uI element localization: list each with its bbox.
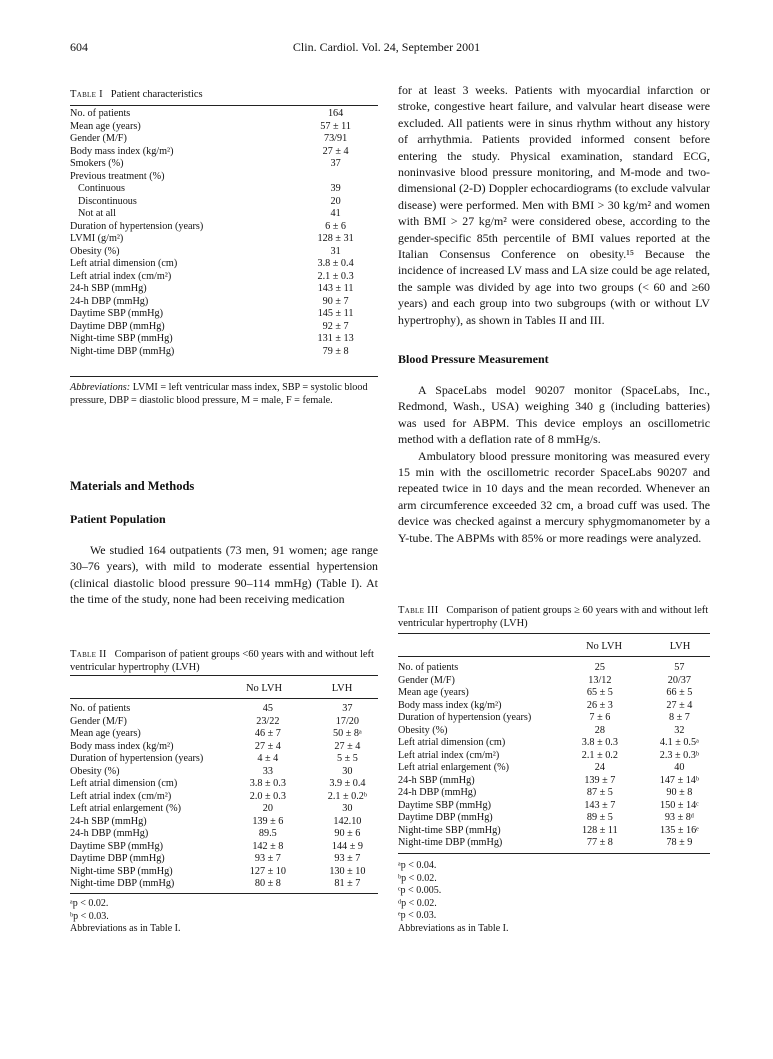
row-value: 37 (342, 703, 353, 714)
table3-label: Table III (398, 605, 439, 616)
column-gap (635, 775, 649, 788)
table-row (70, 308, 378, 321)
row-value: 139 ± 7 (584, 774, 616, 786)
table-row (70, 258, 378, 271)
row-label: Left atrial enlargement (%) (398, 762, 509, 773)
table-row (398, 787, 710, 800)
row-value: 33 (262, 765, 273, 777)
row-value: 150 ± 14ᶜ (660, 799, 699, 811)
row-label: 24-h SBP (mmHg) (398, 774, 475, 786)
table-row (398, 775, 710, 788)
table-row (70, 171, 378, 184)
table-row (398, 762, 710, 775)
row-value: 90 ± 8 (666, 787, 693, 798)
subsection-patient-population: Patient Population (70, 512, 166, 526)
table-row (398, 712, 710, 725)
table1-abbrev-label: Abbreviations: (70, 382, 131, 393)
row-label: Discontinuous (78, 195, 137, 207)
row-value: 93 ± 8ᵈ (664, 812, 694, 823)
row-value: 147 ± 14ᵇ (659, 774, 700, 786)
column-gap (303, 828, 317, 841)
table-row (70, 108, 378, 121)
row-value: 28 (594, 724, 605, 736)
column-gap (303, 803, 317, 816)
row-value (293, 171, 378, 184)
row-label: Gender (M/F) (398, 674, 455, 686)
row-value: 20 (330, 195, 341, 207)
table-row (398, 662, 710, 675)
row-value: 139 ± 6 (252, 815, 284, 827)
row-label: Duration of hypertension (years) (70, 220, 204, 232)
row-value: 8 ± 7 (668, 712, 690, 723)
table3-title: Comparison of patient groups ≥ 60 years with and without left ventricular hypertrophy (LVH) (398, 605, 709, 629)
row-value: 142.10 (333, 815, 362, 827)
table-row (70, 346, 378, 359)
table-row (398, 737, 710, 750)
table-row (398, 812, 710, 825)
row-value: 30 (342, 803, 353, 814)
table-row (70, 766, 378, 779)
table-row (70, 866, 378, 879)
row-label: Duration of hypertension (years) (70, 753, 204, 764)
table3-bottom-rule (398, 853, 710, 854)
paragraph: We studied 164 outpatients (73 men, 91 women; age range 30–76 years), with mild to moderate essential hypertension (clinical diastolic blood pressure 90–114 mmHg) (Table I). At the time of the study, none had been receiving medication (70, 543, 378, 607)
footnote: ᵃp < 0.04. (398, 860, 437, 871)
table-row (70, 841, 378, 854)
column-gap (303, 791, 317, 804)
table-row (70, 878, 378, 891)
row-label: Continuous (78, 183, 125, 194)
table-row (70, 296, 378, 309)
row-label: Daytime DBP (mmHg) (70, 320, 165, 332)
footnote: ᶜp < 0.005. (398, 885, 442, 896)
column-gap (303, 878, 317, 891)
footnote: ᵇp < 0.03. (70, 910, 109, 922)
table-row (70, 728, 378, 741)
row-value: 2.1 ± 0.2 (581, 749, 618, 761)
row-label: Daytime DBP (mmHg) (70, 853, 165, 864)
column-gap (303, 766, 317, 779)
row-value: 145 ± 11 (317, 308, 354, 319)
footnote: Abbreviations as in Table I. (70, 923, 181, 934)
row-value: 17/20 (335, 715, 359, 727)
table1-abbrev-text: LVMI = left ventricular mass index, SBP = systolic blood pressure, DBP = diastolic blood pressure, M = male, F = female. (70, 382, 368, 406)
table2-col-lvh: LVH (331, 683, 353, 694)
row-value: 39 (330, 183, 341, 194)
row-label: Smokers (%) (70, 158, 124, 169)
column-gap (635, 787, 649, 800)
row-label: 24-h DBP (mmHg) (70, 828, 149, 839)
table-row (70, 853, 378, 866)
row-label: Mean age (years) (70, 120, 141, 132)
column-gap (635, 800, 649, 813)
row-value: 45 (262, 703, 273, 714)
table2-footnotes (70, 898, 180, 936)
table2-bottom-rule (70, 893, 378, 894)
table-row (398, 800, 710, 813)
row-value: 41 (330, 208, 341, 219)
table-row (70, 233, 378, 246)
row-label: Left atrial dimension (cm) (70, 778, 178, 789)
row-value: 2.3 ± 0.3ᵇ (659, 749, 700, 761)
table3 (398, 662, 710, 850)
row-label: 24-h DBP (mmHg) (398, 787, 477, 798)
row-value: 3.9 ± 0.4 (329, 778, 366, 789)
right-column-text (398, 82, 710, 328)
row-value: 23/22 (256, 715, 280, 727)
row-value: 27 ± 4 (322, 145, 349, 157)
table-row (70, 208, 378, 221)
column-gap (635, 812, 649, 825)
column-gap (303, 866, 317, 879)
footnote: ᵈp < 0.02. (398, 897, 437, 909)
subsection-bp-measurement: Blood Pressure Measurement (398, 352, 549, 366)
table-row (70, 246, 378, 259)
table-row (70, 703, 378, 716)
row-label: Obesity (%) (398, 724, 448, 736)
table2 (70, 703, 378, 891)
column-gap (303, 741, 317, 754)
column-gap (635, 750, 649, 763)
row-label: LVMI (g/m²) (70, 233, 124, 244)
row-value: 50 ± 8ᵃ (333, 728, 362, 739)
row-value: 127 ± 10 (249, 865, 286, 877)
row-label: No. of patients (398, 662, 459, 673)
row-label: No. of patients (70, 108, 131, 119)
column-gap (303, 841, 317, 854)
row-value: 73/91 (323, 133, 348, 144)
table3-col-nolvh: No LVH (585, 641, 623, 652)
page-number: 604 (70, 40, 88, 54)
row-value: 26 ± 3 (586, 699, 613, 711)
row-value: 3.8 ± 0.3 (249, 778, 286, 789)
table1-caption (70, 88, 203, 101)
row-value: 2.0 ± 0.3 (249, 790, 286, 802)
row-value: 89.5 (258, 828, 277, 839)
table-row (70, 816, 378, 829)
bp-measurement-text (398, 382, 710, 546)
row-label: Body mass index (kg/m²) (70, 740, 174, 752)
column-gap (303, 816, 317, 829)
footnote: Abbreviations as in Table I. (398, 922, 509, 934)
row-label: Night-time SBP (mmHg) (70, 333, 173, 344)
row-label: Not at all (78, 208, 116, 219)
row-value: 3.8 ± 0.4 (317, 258, 354, 269)
table-row (70, 196, 378, 209)
row-value: 89 ± 5 (586, 812, 613, 823)
column-gap (303, 778, 317, 791)
column-gap (635, 737, 649, 750)
row-value: 57 (674, 662, 685, 673)
row-label: Left atrial dimension (cm) (398, 737, 506, 748)
table-row (398, 725, 710, 738)
row-value: 32 (674, 724, 685, 736)
row-value: 93 ± 7 (334, 853, 361, 864)
row-label: Gender (M/F) (70, 715, 127, 727)
row-value: 131 ± 13 (317, 333, 354, 344)
row-value: 164 (327, 108, 344, 119)
table2-label: Table II (70, 649, 107, 660)
table-row (70, 283, 378, 296)
row-value: 2.1 ± 0.2ᵇ (327, 790, 368, 802)
table-row (70, 121, 378, 134)
column-gap (303, 716, 317, 729)
row-value: 40 (674, 762, 685, 773)
row-label: Body mass index (kg/m²) (398, 699, 502, 711)
table-row (70, 221, 378, 234)
table-row (398, 687, 710, 700)
table-row (398, 750, 710, 763)
column-gap (635, 712, 649, 725)
row-label: Left atrial dimension (cm) (70, 258, 178, 269)
row-label: Mean age (years) (70, 728, 141, 739)
row-label: Previous treatment (%) (70, 170, 165, 182)
column-gap (303, 703, 317, 716)
column-gap (303, 753, 317, 766)
column-gap (635, 687, 649, 700)
table-row (398, 837, 710, 850)
journal-header: Clin. Cardiol. Vol. 24, September 2001 (292, 40, 481, 54)
column-gap (635, 762, 649, 775)
row-label: Night-time DBP (mmHg) (70, 345, 175, 357)
table2-top-rule (70, 675, 378, 676)
row-value: 27 ± 4 (254, 740, 281, 752)
row-value: 93 ± 7 (254, 853, 281, 864)
row-value: 143 ± 7 (584, 799, 616, 811)
table1-abbreviations (70, 381, 380, 407)
row-label: Obesity (%) (70, 765, 120, 777)
row-value: 46 ± 7 (254, 728, 281, 739)
row-label: Mean age (years) (398, 687, 469, 698)
row-value: 128 ± 11 (581, 824, 618, 836)
row-label: Obesity (%) (70, 245, 120, 257)
table2-header-rule (70, 698, 378, 699)
row-value: 4.1 ± 0.5ᵃ (659, 737, 699, 748)
row-value: 13/12 (588, 674, 612, 686)
row-value: 92 ± 7 (322, 320, 349, 332)
table-row (70, 828, 378, 841)
table-row (70, 146, 378, 159)
row-label: Left atrial index (cm/m²) (398, 749, 500, 761)
row-value: 77 ± 8 (586, 837, 613, 848)
row-value: 90 ± 6 (334, 828, 361, 839)
table3-col-lvh: LVH (669, 641, 691, 652)
row-value: 144 ± 9 (331, 840, 363, 852)
row-value: 37 (330, 158, 341, 169)
row-value: 81 ± 7 (334, 878, 361, 889)
row-label: Body mass index (kg/m²) (70, 145, 174, 157)
row-label: Left atrial enlargement (%) (70, 803, 181, 814)
paragraph: A SpaceLabs model 90207 monitor (SpaceLabs, Inc., Redmond, Wash., USA) weighing 340 g (including batteries) was used for ABPM. This device employs an oscillometric method with a deflation rate of 8 mmHg/s. (398, 383, 710, 447)
row-value: 78 ± 9 (666, 837, 693, 848)
table-row (70, 778, 378, 791)
row-value: 128 ± 31 (317, 233, 354, 244)
table1-title: Patient characteristics (110, 89, 203, 100)
row-value: 87 ± 5 (586, 787, 613, 798)
row-value: 130 ± 10 (329, 865, 366, 877)
row-value: 27 ± 4 (334, 740, 361, 752)
row-label: Left atrial index (cm/m²) (70, 270, 172, 282)
row-label: Night-time DBP (mmHg) (398, 837, 503, 848)
row-value: 2.1 ± 0.3 (317, 270, 354, 282)
row-label: 24-h DBP (mmHg) (70, 295, 149, 307)
row-value: 143 ± 11 (317, 283, 354, 294)
table-row (70, 158, 378, 171)
row-label: No. of patients (70, 703, 131, 714)
column-gap (635, 825, 649, 838)
row-label: Daytime SBP (mmHg) (398, 799, 492, 811)
row-label: 24-h SBP (mmHg) (70, 283, 147, 294)
row-value: 142 ± 8 (252, 840, 284, 852)
row-value: 20/37 (667, 674, 691, 686)
paragraph: Ambulatory blood pressure monitoring was measured every 15 min with the oscillometric recorder SpaceLabs 90207 and repeated twice in 10 days and the mean recorded. Whenever an arm circumference exceeded 32 cm, a broad cuff was used. The device was checked against a mercury sphygmomanometer by a Y-tube. The ABPMs with 85% or more readings were analyzed. (398, 448, 710, 545)
column-gap (635, 662, 649, 675)
row-label: Gender (M/F) (70, 133, 127, 144)
row-value: 4 ± 4 (257, 753, 279, 764)
row-value: 57 ± 11 (320, 120, 351, 132)
row-value: 7 ± 6 (589, 712, 611, 723)
table2-col-nolvh: No LVH (245, 683, 283, 694)
row-label: 24-h SBP (mmHg) (70, 815, 147, 827)
table3-footnotes (398, 860, 508, 935)
row-value: 135 ± 16ᵉ (660, 824, 699, 836)
table-row (70, 791, 378, 804)
row-value: 31 (330, 245, 341, 257)
table-row (398, 700, 710, 713)
column-gap (303, 853, 317, 866)
row-value: 27 ± 4 (666, 699, 693, 711)
row-label: Duration of hypertension (years) (398, 712, 532, 723)
row-value: 20 (262, 803, 273, 814)
table1-label: Table I (70, 89, 103, 100)
row-label: Night-time SBP (mmHg) (398, 824, 501, 836)
row-label: Left atrial index (cm/m²) (70, 790, 172, 802)
footnote: ᵉp < 0.03. (398, 910, 437, 921)
table-row (398, 675, 710, 688)
table-row (70, 753, 378, 766)
row-label: Daytime SBP (mmHg) (70, 308, 164, 319)
column-gap (635, 725, 649, 738)
table1 (70, 108, 378, 358)
table3-top-rule (398, 633, 710, 634)
table-row (70, 803, 378, 816)
column-gap (635, 675, 649, 688)
table-row (70, 741, 378, 754)
table-row (70, 321, 378, 334)
row-value: 5 ± 5 (336, 753, 358, 764)
table2-caption (70, 648, 378, 674)
table-row (70, 333, 378, 346)
column-gap (303, 728, 317, 741)
table-row (70, 183, 378, 196)
table1-bottom-rule (70, 376, 378, 377)
table3-header-rule (398, 656, 710, 657)
row-value: 90 ± 7 (322, 295, 349, 307)
row-label: Daytime SBP (mmHg) (70, 840, 164, 852)
table-row (70, 133, 378, 146)
section-materials-methods: Materials and Methods (70, 479, 195, 493)
footnote: ᵇp < 0.02. (398, 872, 437, 884)
row-value: 66 ± 5 (666, 687, 693, 698)
table3-caption (398, 604, 710, 630)
row-value: 65 ± 5 (586, 687, 613, 698)
table2-title: Comparison of patient groups <60 years with and without left ventricular hypertrophy (LVH) (70, 649, 374, 673)
row-value: 6 ± 6 (325, 220, 347, 232)
row-value: 79 ± 8 (322, 345, 349, 357)
paragraph: for at least 3 weeks. Patients with myocardial infarction or stroke, congestive heart failure, and valvular heart disease were excluded. All patients were in sinus rhythm without any history of arrhythmia. Patients provided informed consent before entering the study. Physical examination, standard ECG, noninvasive blood pressure monitoring, and M-mode and two-dimensional (2-D) Doppler echocardiograms (to exclude valvular disease) were performed. Men with BMI > 30 kg/m² and women with BMI > 27 kg/m² were considered obese, according to the gender-specific 85th percentile of BMI values reported at the Italian Consensus Conference on obesity.¹⁵ Because the incidence of increased LV mass and LA size could be age related, the sample was divided by age into two groups (< 60 and ≥60 years) and each group into two subgroups (with or without LV hypertrophy), as shown in Tables II and III. (398, 83, 710, 327)
row-value: 3.8 ± 0.3 (581, 737, 618, 748)
table1-top-rule (70, 105, 378, 106)
table-row (70, 716, 378, 729)
table-row (70, 271, 378, 284)
row-value: 30 (342, 765, 353, 777)
row-value: 80 ± 8 (254, 878, 281, 889)
row-label: Night-time SBP (mmHg) (70, 865, 173, 877)
table-row (398, 825, 710, 838)
row-value: 25 (594, 662, 605, 673)
row-label: Night-time DBP (mmHg) (70, 878, 175, 889)
footnote: ᵃp < 0.02. (70, 898, 109, 909)
row-value: 24 (594, 762, 605, 773)
column-gap (635, 837, 649, 850)
column-gap (635, 700, 649, 713)
row-label: Daytime DBP (mmHg) (398, 812, 493, 823)
patient-population-text (70, 542, 378, 608)
